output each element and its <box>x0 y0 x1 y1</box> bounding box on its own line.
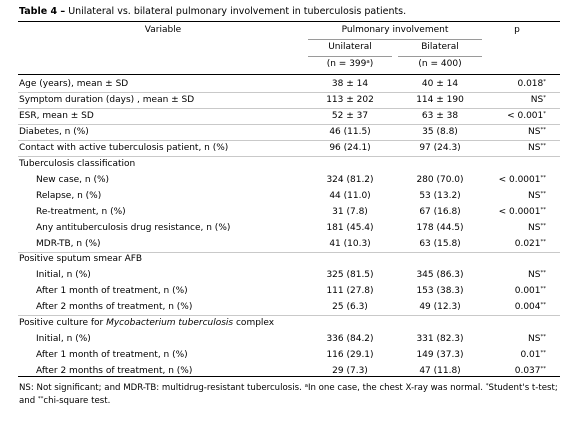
row-separator <box>18 124 560 125</box>
cell-unilateral: 25 (6.3) <box>332 302 368 313</box>
group-rule <box>308 39 482 40</box>
test-mark: * <box>543 94 546 101</box>
cell-bilateral: 280 (70.0) <box>416 174 464 185</box>
table-title: Unilateral vs. bilateral pulmonary involvement in tuberculosis patients. <box>68 6 407 17</box>
organism-name: Mycobacterium tuberculosis <box>106 318 234 329</box>
test-mark: ** <box>540 286 546 293</box>
row-separator <box>18 92 560 93</box>
row-label: New case, n (%) <box>36 174 110 185</box>
row-separator <box>18 252 560 253</box>
cell-unilateral: 325 (81.5) <box>326 270 374 281</box>
cell-bilateral: 345 (86.3) <box>416 270 464 281</box>
cell-p-value: 0.021** <box>514 238 546 249</box>
header-group: Pulmonary involvement <box>341 25 449 35</box>
bilateral-rule <box>398 56 482 57</box>
cell-p-value: < 0.0001** <box>498 174 546 185</box>
cell-unilateral: 29 (7.3) <box>332 366 368 377</box>
row-label: Symptom duration (days) , mean ± SD <box>19 94 195 105</box>
cell-p-value: NS** <box>528 270 546 281</box>
header-unilateral: Unilateral <box>328 42 372 52</box>
test-mark: ** <box>540 334 546 341</box>
test-mark: ** <box>540 206 546 213</box>
row-label: ESR, mean ± SD <box>19 110 94 121</box>
cell-p-value: NS** <box>528 126 546 137</box>
cell-p-value: < 0.0001** <box>498 206 546 217</box>
row-separator <box>18 108 560 109</box>
cell-p-value: 0.018* <box>517 79 546 89</box>
test-mark: ** <box>540 222 546 229</box>
row-label: Diabetes, n (%) <box>19 126 89 137</box>
cell-unilateral: 41 (10.3) <box>329 238 371 249</box>
cell-bilateral: 149 (37.3) <box>416 350 464 361</box>
table-number: Table 4 – <box>19 6 66 17</box>
cell-p-value: < 0.001* <box>507 110 546 121</box>
header-n-bilateral: (n = 400) <box>418 59 462 69</box>
header-variable: Variable <box>144 25 182 35</box>
cell-unilateral: 116 (29.1) <box>326 350 374 361</box>
cell-bilateral: 67 (16.8) <box>419 206 461 217</box>
cell-unilateral: 38 ± 14 <box>331 79 369 89</box>
cell-unilateral: 324 (81.2) <box>326 174 374 185</box>
cell-unilateral: 96 (24.1) <box>329 142 371 153</box>
cell-unilateral: 31 (7.8) <box>332 206 368 217</box>
test-mark: ** <box>540 142 546 149</box>
cell-bilateral: 40 ± 14 <box>421 79 459 89</box>
row-label: Age (years), mean ± SD <box>19 79 129 89</box>
row-label: After 2 months of treatment, n (%) <box>36 366 193 377</box>
test-mark: * <box>543 110 546 117</box>
row-label: After 2 months of treatment, n (%) <box>36 302 193 313</box>
cell-bilateral: 53 (13.2) <box>419 190 461 201</box>
cell-bilateral: 63 ± 38 <box>421 110 459 121</box>
cell-p-value: NS** <box>528 190 546 201</box>
cell-bilateral: 153 (38.3) <box>416 286 464 297</box>
cell-unilateral: 52 ± 37 <box>331 110 369 121</box>
row-label: Relapse, n (%) <box>36 190 102 201</box>
cell-unilateral: 113 ± 202 <box>326 94 374 105</box>
test-mark: ** <box>540 270 546 277</box>
row-label: After 1 month of treatment, n (%) <box>36 350 188 361</box>
table-footnote: NS: Not significant; and MDR-TB: multidrug-resistant tuberculosis. $^a$In one case, the chest X-ray was normal. *Student's t-test; and **chi-square test. <box>19 383 558 406</box>
cell-bilateral: 97 (24.3) <box>419 142 461 153</box>
footnote-mark-a: a <box>366 59 370 65</box>
cell-bilateral: 331 (82.3) <box>416 334 464 345</box>
header-bilateral: Bilateral <box>421 42 459 52</box>
row-label: Contact with active tuberculosis patient, n (%) <box>19 142 229 153</box>
cell-p-value: NS** <box>528 222 546 233</box>
test-mark: ** <box>540 366 546 373</box>
cell-p-value: 0.037** <box>514 366 546 377</box>
cell-unilateral: 44 (11.0) <box>329 190 371 201</box>
row-label: Any antituberculosis drug resistance, n (%) <box>36 222 231 233</box>
row-label: Initial, n (%) <box>36 270 91 281</box>
row-separator <box>18 156 560 157</box>
cell-p-value: 0.001** <box>514 286 546 297</box>
header-rule <box>18 74 560 75</box>
cell-unilateral: 181 (45.4) <box>326 222 374 233</box>
row-label: Initial, n (%) <box>36 334 91 345</box>
row-label: Re-treatment, n (%) <box>36 206 126 217</box>
bottom-rule <box>18 376 560 377</box>
cell-bilateral: 49 (12.3) <box>419 302 461 313</box>
cell-bilateral: 35 (8.8) <box>422 126 458 137</box>
header-p: p <box>514 25 520 35</box>
test-mark: ** <box>540 174 546 181</box>
test-mark: ** <box>540 350 546 357</box>
cell-bilateral: 178 (44.5) <box>416 222 464 233</box>
unilateral-rule <box>308 56 392 57</box>
row-label: MDR-TB, n (%) <box>36 238 101 249</box>
table-caption <box>19 7 406 17</box>
cell-p-value: NS** <box>528 142 546 153</box>
cell-bilateral: 114 ± 190 <box>416 94 464 105</box>
test-mark: * <box>543 79 546 85</box>
cell-unilateral: 336 (84.2) <box>326 334 374 345</box>
cell-p-value: 0.01** <box>520 350 546 361</box>
row-label: Positive sputum smear AFB <box>19 254 143 265</box>
cell-unilateral: 111 (27.8) <box>326 286 374 297</box>
cell-p-value: 0.004** <box>514 302 546 313</box>
test-mark: ** <box>540 126 546 133</box>
row-label: Tuberculosis classification <box>19 158 136 169</box>
test-mark: ** <box>540 302 546 309</box>
cell-p-value: NS** <box>528 334 546 345</box>
cell-bilateral: 63 (15.8) <box>419 238 461 249</box>
top-rule <box>18 21 560 22</box>
row-separator <box>18 315 560 316</box>
row-label: Positive culture for Mycobacterium tuberculosis complex <box>19 318 275 329</box>
cell-p-value: NS* <box>530 94 546 105</box>
row-separator <box>18 140 560 141</box>
cell-unilateral: 46 (11.5) <box>329 126 371 137</box>
row-label: After 1 month of treatment, n (%) <box>36 286 188 297</box>
header-n-unilateral: $(n = 399^a)$ <box>326 59 374 69</box>
cell-bilateral: 47 (11.8) <box>419 366 461 377</box>
test-mark: ** <box>540 238 546 245</box>
test-mark: ** <box>540 190 546 197</box>
